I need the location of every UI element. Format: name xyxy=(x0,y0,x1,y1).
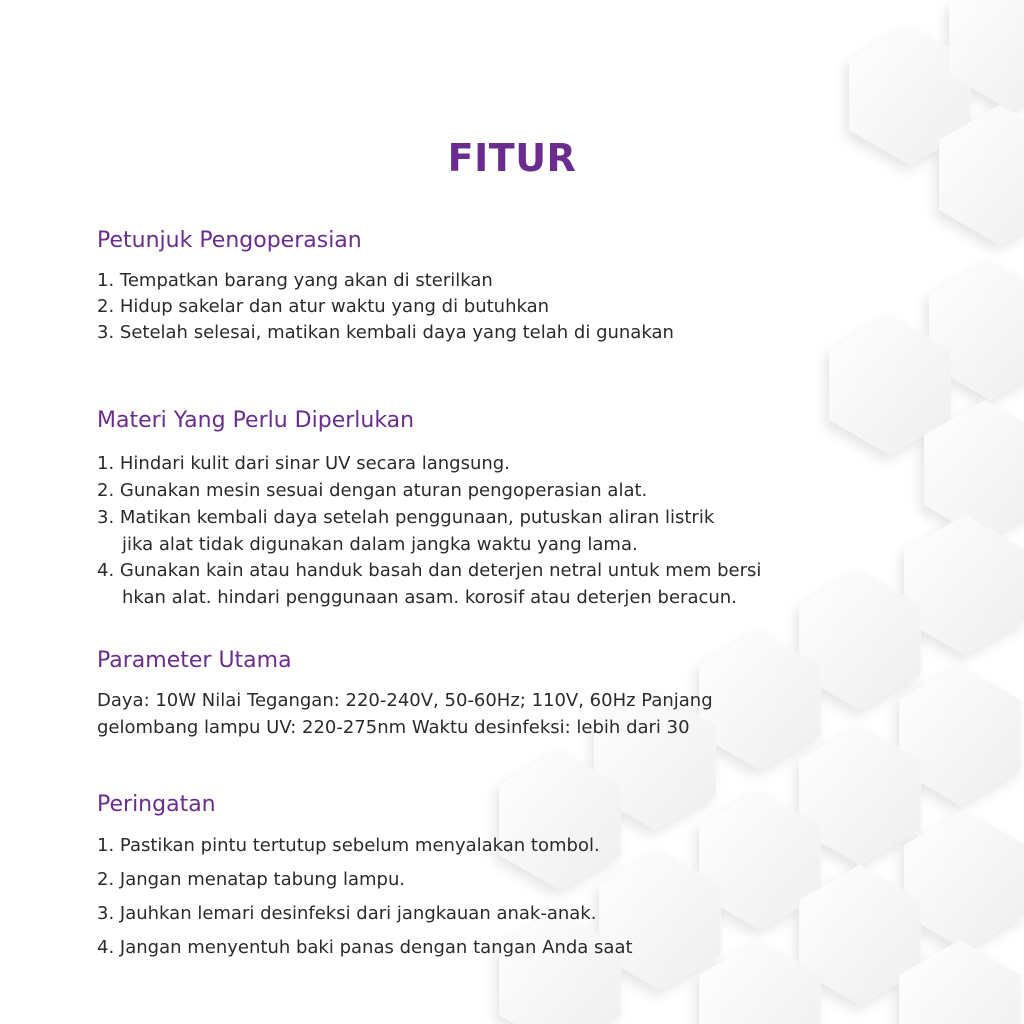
list-item: 1. Tempatkan barang yang akan di sterilkan xyxy=(97,270,493,291)
list-item-continuation: hkan alat. hindari penggunaan asam. korosif atau deterjen beracun. xyxy=(122,587,737,608)
list-item: 1. Hindari kulit dari sinar UV secara langsung. xyxy=(97,453,510,474)
page-title: FITUR xyxy=(447,136,577,180)
parameter-text: Daya: 10W Nilai Tegangan: 220-240V, 50-60Hz; 110V, 60Hz Panjang xyxy=(97,690,713,711)
list-item: 3. Setelah selesai, matikan kembali daya yang telah di gunakan xyxy=(97,322,674,343)
list-item: 4. Gunakan kain atau handuk basah dan deterjen netral untuk mem bersi xyxy=(97,560,762,581)
parameter-text: gelombang lampu UV: 220-275nm Waktu desinfeksi: lebih dari 30 xyxy=(97,717,690,738)
section-heading-materials: Materi Yang Perlu Diperlukan xyxy=(97,408,415,433)
list-item: 4. Jangan menyentuh baki panas dengan tangan Anda saat xyxy=(97,937,633,958)
section-heading-main-parameters: Parameter Utama xyxy=(97,648,292,673)
list-item: 1. Pastikan pintu tertutup sebelum menyalakan tombol. xyxy=(97,835,600,856)
section-heading-operating-instructions: Petunjuk Pengoperasian xyxy=(97,228,362,253)
list-item: 3. Jauhkan lemari desinfeksi dari jangkauan anak-anak. xyxy=(97,903,597,924)
list-item-continuation: jika alat tidak digunakan dalam jangka waktu yang lama. xyxy=(122,534,638,555)
section-heading-warnings: Peringatan xyxy=(97,792,216,817)
list-item: 2. Hidup sakelar dan atur waktu yang di butuhkan xyxy=(97,296,550,317)
list-item: 2. Gunakan mesin sesuai dengan aturan pengoperasian alat. xyxy=(97,480,648,501)
list-item: 3. Matikan kembali daya setelah penggunaan, putuskan aliran listrik xyxy=(97,507,715,528)
list-item: 2. Jangan menatap tabung lampu. xyxy=(97,869,406,890)
